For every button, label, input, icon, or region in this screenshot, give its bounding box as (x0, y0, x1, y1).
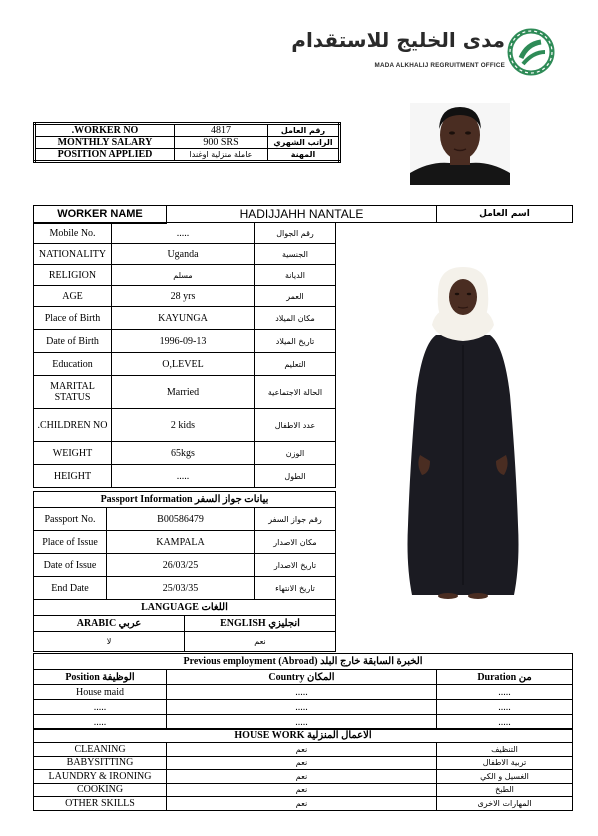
details-value: Married (112, 376, 255, 409)
summary-en: MONTHLY SALARY (35, 137, 175, 149)
housework-header: HOUSE WORK الاعمال المنزلية (34, 729, 573, 743)
details-row (34, 244, 336, 265)
passport-rows-en: End Date (34, 577, 107, 600)
details-value: KAYUNGA (112, 307, 255, 330)
passport-rows-row (34, 531, 336, 554)
employment-rows-duration: ..... (437, 700, 573, 715)
housework-rows-ar: تربية الاطفال (437, 756, 573, 770)
details-ar: الديانة (255, 265, 336, 286)
employment-col-position: Position الوظيفة (34, 670, 167, 685)
company-logo (291, 28, 565, 76)
details-en: Mobile No. (34, 223, 112, 244)
housework-rows-en: OTHER SKILLS (34, 797, 167, 811)
details-en: MARITAL STATUS (34, 376, 112, 409)
passport-rows-row (34, 508, 336, 531)
passport-rows-ar: تاريخ الاصدار (255, 554, 336, 577)
language-arabic-label: ARABIC عربي (34, 616, 185, 632)
language-english-label: ENGLISH انجليزي (185, 616, 336, 632)
summary-row (35, 124, 340, 137)
passport-rows-en: Passport No. (34, 508, 107, 531)
details-en: Place of Birth (34, 307, 112, 330)
housework-table (33, 728, 573, 811)
summary-ar: المهنة (268, 149, 340, 162)
details-ar: الوزن (255, 442, 336, 465)
employment-col-country: Country المكان (167, 670, 437, 685)
details-en: Education (34, 353, 112, 376)
details-ar: العمر (255, 286, 336, 307)
details-value: ..... (112, 223, 255, 244)
employment-table (33, 653, 573, 730)
passport-table (33, 491, 336, 600)
employment-rows-country: ..... (167, 715, 437, 730)
summary-row (35, 137, 340, 149)
employment-col-duration: Duration من (437, 670, 573, 685)
details-row (34, 465, 336, 488)
details-row (34, 223, 336, 244)
passport-rows-ar: تاريخ الانتهاء (255, 577, 336, 600)
passport-rows-en: Place of Issue (34, 531, 107, 554)
details-en: HEIGHT (34, 465, 112, 488)
details-row (34, 265, 336, 286)
summary-value: عاملة منزلية اوغندا (175, 149, 268, 162)
summary-en: .WORKER NO (35, 124, 175, 137)
housework-rows-ar: المهارات الاخرى (437, 797, 573, 811)
details-value: 2 kids (112, 409, 255, 442)
worker-name-label: WORKER NAME (34, 206, 167, 223)
summary-table (33, 122, 341, 163)
housework-rows-row (34, 756, 573, 770)
details-ar: التعليم (255, 353, 336, 376)
details-ar: الطول (255, 465, 336, 488)
employment-rows-duration: ..... (437, 715, 573, 730)
details-row (34, 307, 336, 330)
housework-rows-value: نعم (167, 743, 437, 757)
details-en: WEIGHT (34, 442, 112, 465)
summary-value: 4817 (175, 124, 268, 137)
language-header: LANGUAGE اللغات (34, 600, 336, 616)
personal-details-table (33, 222, 336, 488)
employment-rows-position: ..... (34, 715, 167, 730)
passport-rows-row (34, 577, 336, 600)
details-value: 28 yrs (112, 286, 255, 307)
employment-rows-country: ..... (167, 700, 437, 715)
housework-rows-en: COOKING (34, 783, 167, 797)
housework-rows-ar: الغسيل و الكي (437, 770, 573, 784)
employment-header: Previous employment (Abroad) الخبرة السابقة خارج البلد (34, 654, 573, 670)
housework-rows-value: نعم (167, 770, 437, 784)
housework-rows-row (34, 743, 573, 757)
employment-rows-country: ..... (167, 685, 437, 700)
details-ar: مكان الميلاد (255, 307, 336, 330)
passport-rows-en: Date of Issue (34, 554, 107, 577)
passport-rows-ar: رقم جواز السفر (255, 508, 336, 531)
details-ar: الحالة الاجتماعية (255, 376, 336, 409)
details-value: 1996-09-13 (112, 330, 255, 353)
passport-rows-row (34, 554, 336, 577)
passport-rows-ar: مكان الاصدار (255, 531, 336, 554)
logo-arabic-text: مدى الخليج للاستقدام (291, 28, 505, 52)
logo-mark-icon (507, 28, 555, 76)
housework-rows-row (34, 770, 573, 784)
passport-rows-value: 25/03/35 (107, 577, 255, 600)
details-ar: الجنسية (255, 244, 336, 265)
details-value: مسلم (112, 265, 255, 286)
details-row (34, 286, 336, 307)
details-row (34, 376, 336, 409)
language-english-value: نعم (185, 632, 336, 652)
housework-rows-en: CLEANING (34, 743, 167, 757)
headshot-photo (410, 103, 510, 185)
passport-header: Passport Information بيانات جواز السفر (34, 492, 336, 508)
details-ar: تاريخ الميلاد (255, 330, 336, 353)
summary-en: POSITION APPLIED (35, 149, 175, 162)
worker-name-table (33, 205, 573, 224)
details-row (34, 409, 336, 442)
housework-rows-row (34, 797, 573, 811)
details-en: NATIONALITY (34, 244, 112, 265)
passport-rows-value: KAMPALA (107, 531, 255, 554)
employment-rows-position: ..... (34, 700, 167, 715)
details-value: Uganda (112, 244, 255, 265)
employment-rows-position: House maid (34, 685, 167, 700)
housework-rows-ar: التنظيف (437, 743, 573, 757)
logo-english-text: MADA ALKHALIJ REGRUITMENT OFFICE (374, 62, 505, 69)
language-table (33, 599, 336, 652)
employment-rows-duration: ..... (437, 685, 573, 700)
language-arabic-value: لا (34, 632, 185, 652)
details-en: .CHILDREN NO (34, 409, 112, 442)
housework-rows-ar: الطبخ (437, 783, 573, 797)
worker-name-arabic: اسم العامل (437, 206, 573, 223)
details-value: O,LEVEL (112, 353, 255, 376)
details-en: Date of Birth (34, 330, 112, 353)
worker-name-value: HADIJJAHH NANTALE (167, 206, 437, 223)
details-row (34, 442, 336, 465)
details-en: RELIGION (34, 265, 112, 286)
details-value: ..... (112, 465, 255, 488)
employment-rows-row (34, 685, 573, 700)
housework-rows-en: LAUNDRY & IRONING (34, 770, 167, 784)
details-ar: رقم الجوال (255, 223, 336, 244)
details-row (34, 353, 336, 376)
details-value: 65kgs (112, 442, 255, 465)
housework-rows-row (34, 783, 573, 797)
passport-rows-value: 26/03/25 (107, 554, 255, 577)
passport-rows-value: B00586479 (107, 508, 255, 531)
full-body-photo (398, 265, 528, 600)
housework-rows-value: نعم (167, 797, 437, 811)
summary-ar: الراتب الشهري (268, 137, 340, 149)
details-ar: عدد الاطفال (255, 409, 336, 442)
summary-value: 900 SRS (175, 137, 268, 149)
details-en: AGE (34, 286, 112, 307)
details-row (34, 330, 336, 353)
housework-rows-en: BABYSITTING (34, 756, 167, 770)
summary-row (35, 149, 340, 162)
housework-rows-value: نعم (167, 783, 437, 797)
employment-rows-row (34, 700, 573, 715)
summary-ar: رقم العامل (268, 124, 340, 137)
housework-rows-value: نعم (167, 756, 437, 770)
